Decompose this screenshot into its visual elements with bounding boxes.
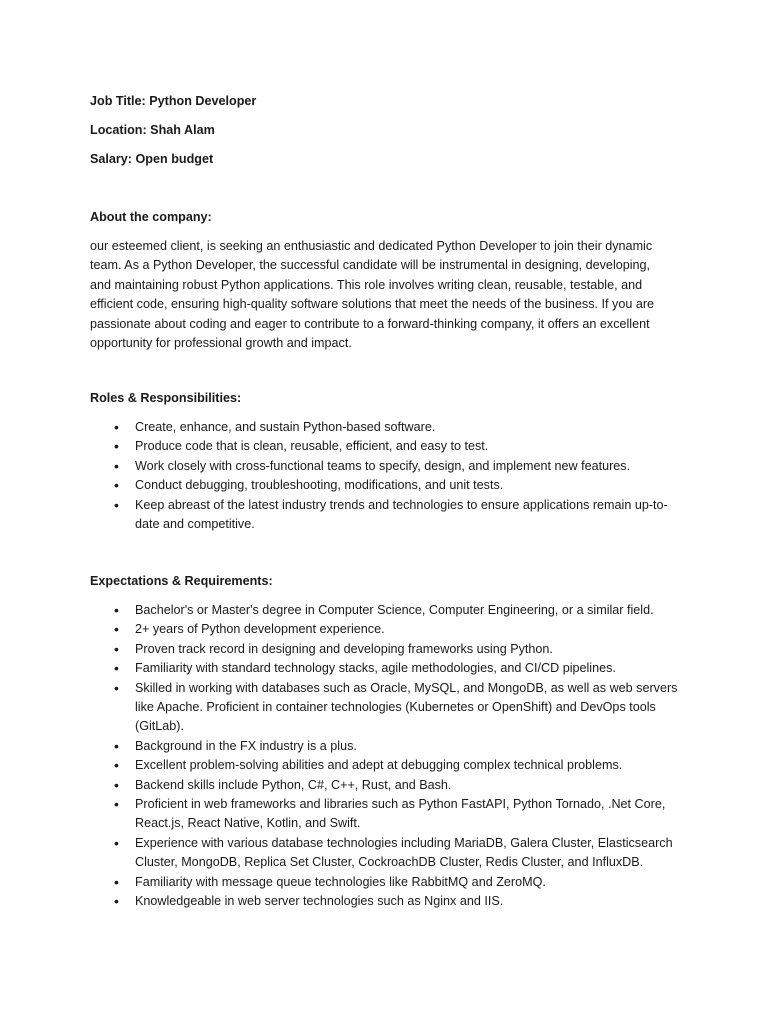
list-item: • Create, enhance, and sustain Python-based software. <box>90 418 680 437</box>
list-item: • Background in the FX industry is a plus. <box>90 737 680 756</box>
list-item: • Conduct debugging, troubleshooting, modifications, and unit tests. <box>90 476 680 495</box>
about-paragraph: our esteemed client, is seeking an enthusiastic and dedicated Python Developer to join their dynamic team. As a Python Developer, the successful candidate will be instrumental in designing, developing, and maintaining robust Python applications. This role involves writing clean, reusable, testable, and efficient code, ensuring high-quality software solutions that meet the needs of the business. If you are passionate about coding and eager to contribute to a forward-thinking company, it offers an excellent opportunity for professional growth and impact. <box>90 239 655 351</box>
list-item: • Familiarity with message queue technologies like RabbitMQ and ZeroMQ. <box>90 873 680 892</box>
roles-heading: Roles & Responsibilities: <box>90 391 242 405</box>
job-salary: Salary: Open budget <box>90 152 214 166</box>
list-item: • Experience with various database technologies including MariaDB, Galera Cluster, Elasticsearch Cluster, MongoDB, Replica Set Cluster, CockroachDB Cluster, Redis Cluster, and InfluxDB. <box>90 834 680 873</box>
about-heading: About the company: <box>90 210 212 224</box>
list-item: • 2+ years of Python development experience. <box>90 620 680 639</box>
list-item: • Skilled in working with databases such as Oracle, MySQL, and MongoDB, as well as web servers like Apache. Proficient in container technologies (Kubernetes or OpenShift) and DevOps tools (GitLab). <box>90 679 680 737</box>
list-item: • Excellent problem-solving abilities and adept at debugging complex technical problems. <box>90 756 680 775</box>
requirements-list <box>90 601 680 912</box>
list-item: • Work closely with cross-functional teams to specify, design, and implement new features. <box>90 457 680 476</box>
list-item: • Keep abreast of the latest industry trends and technologies to ensure applications remain up-to-date and competitive. <box>90 496 680 535</box>
list-item: • Bachelor's or Master's degree in Computer Science, Computer Engineering, or a similar field. <box>90 601 680 620</box>
requirements-heading: Expectations & Requirements: <box>90 574 273 588</box>
list-item: • Knowledgeable in web server technologies such as Nginx and IIS. <box>90 892 680 911</box>
list-item: • Produce code that is clean, reusable, efficient, and easy to test. <box>90 437 680 456</box>
roles-list <box>90 418 680 534</box>
job-location: Location: Shah Alam <box>90 123 215 137</box>
list-item: • Proven track record in designing and developing frameworks using Python. <box>90 640 680 659</box>
list-item: • Familiarity with standard technology stacks, agile methodologies, and CI/CD pipelines. <box>90 659 680 678</box>
list-item: • Backend skills include Python, C#, C++, Rust, and Bash. <box>90 776 680 795</box>
list-item: • Proficient in web frameworks and libraries such as Python FastAPI, Python Tornado, .Net Core, React.js, React Native, Kotlin, and Swift. <box>90 795 680 834</box>
job-title: Job Title: Python Developer <box>90 94 257 108</box>
